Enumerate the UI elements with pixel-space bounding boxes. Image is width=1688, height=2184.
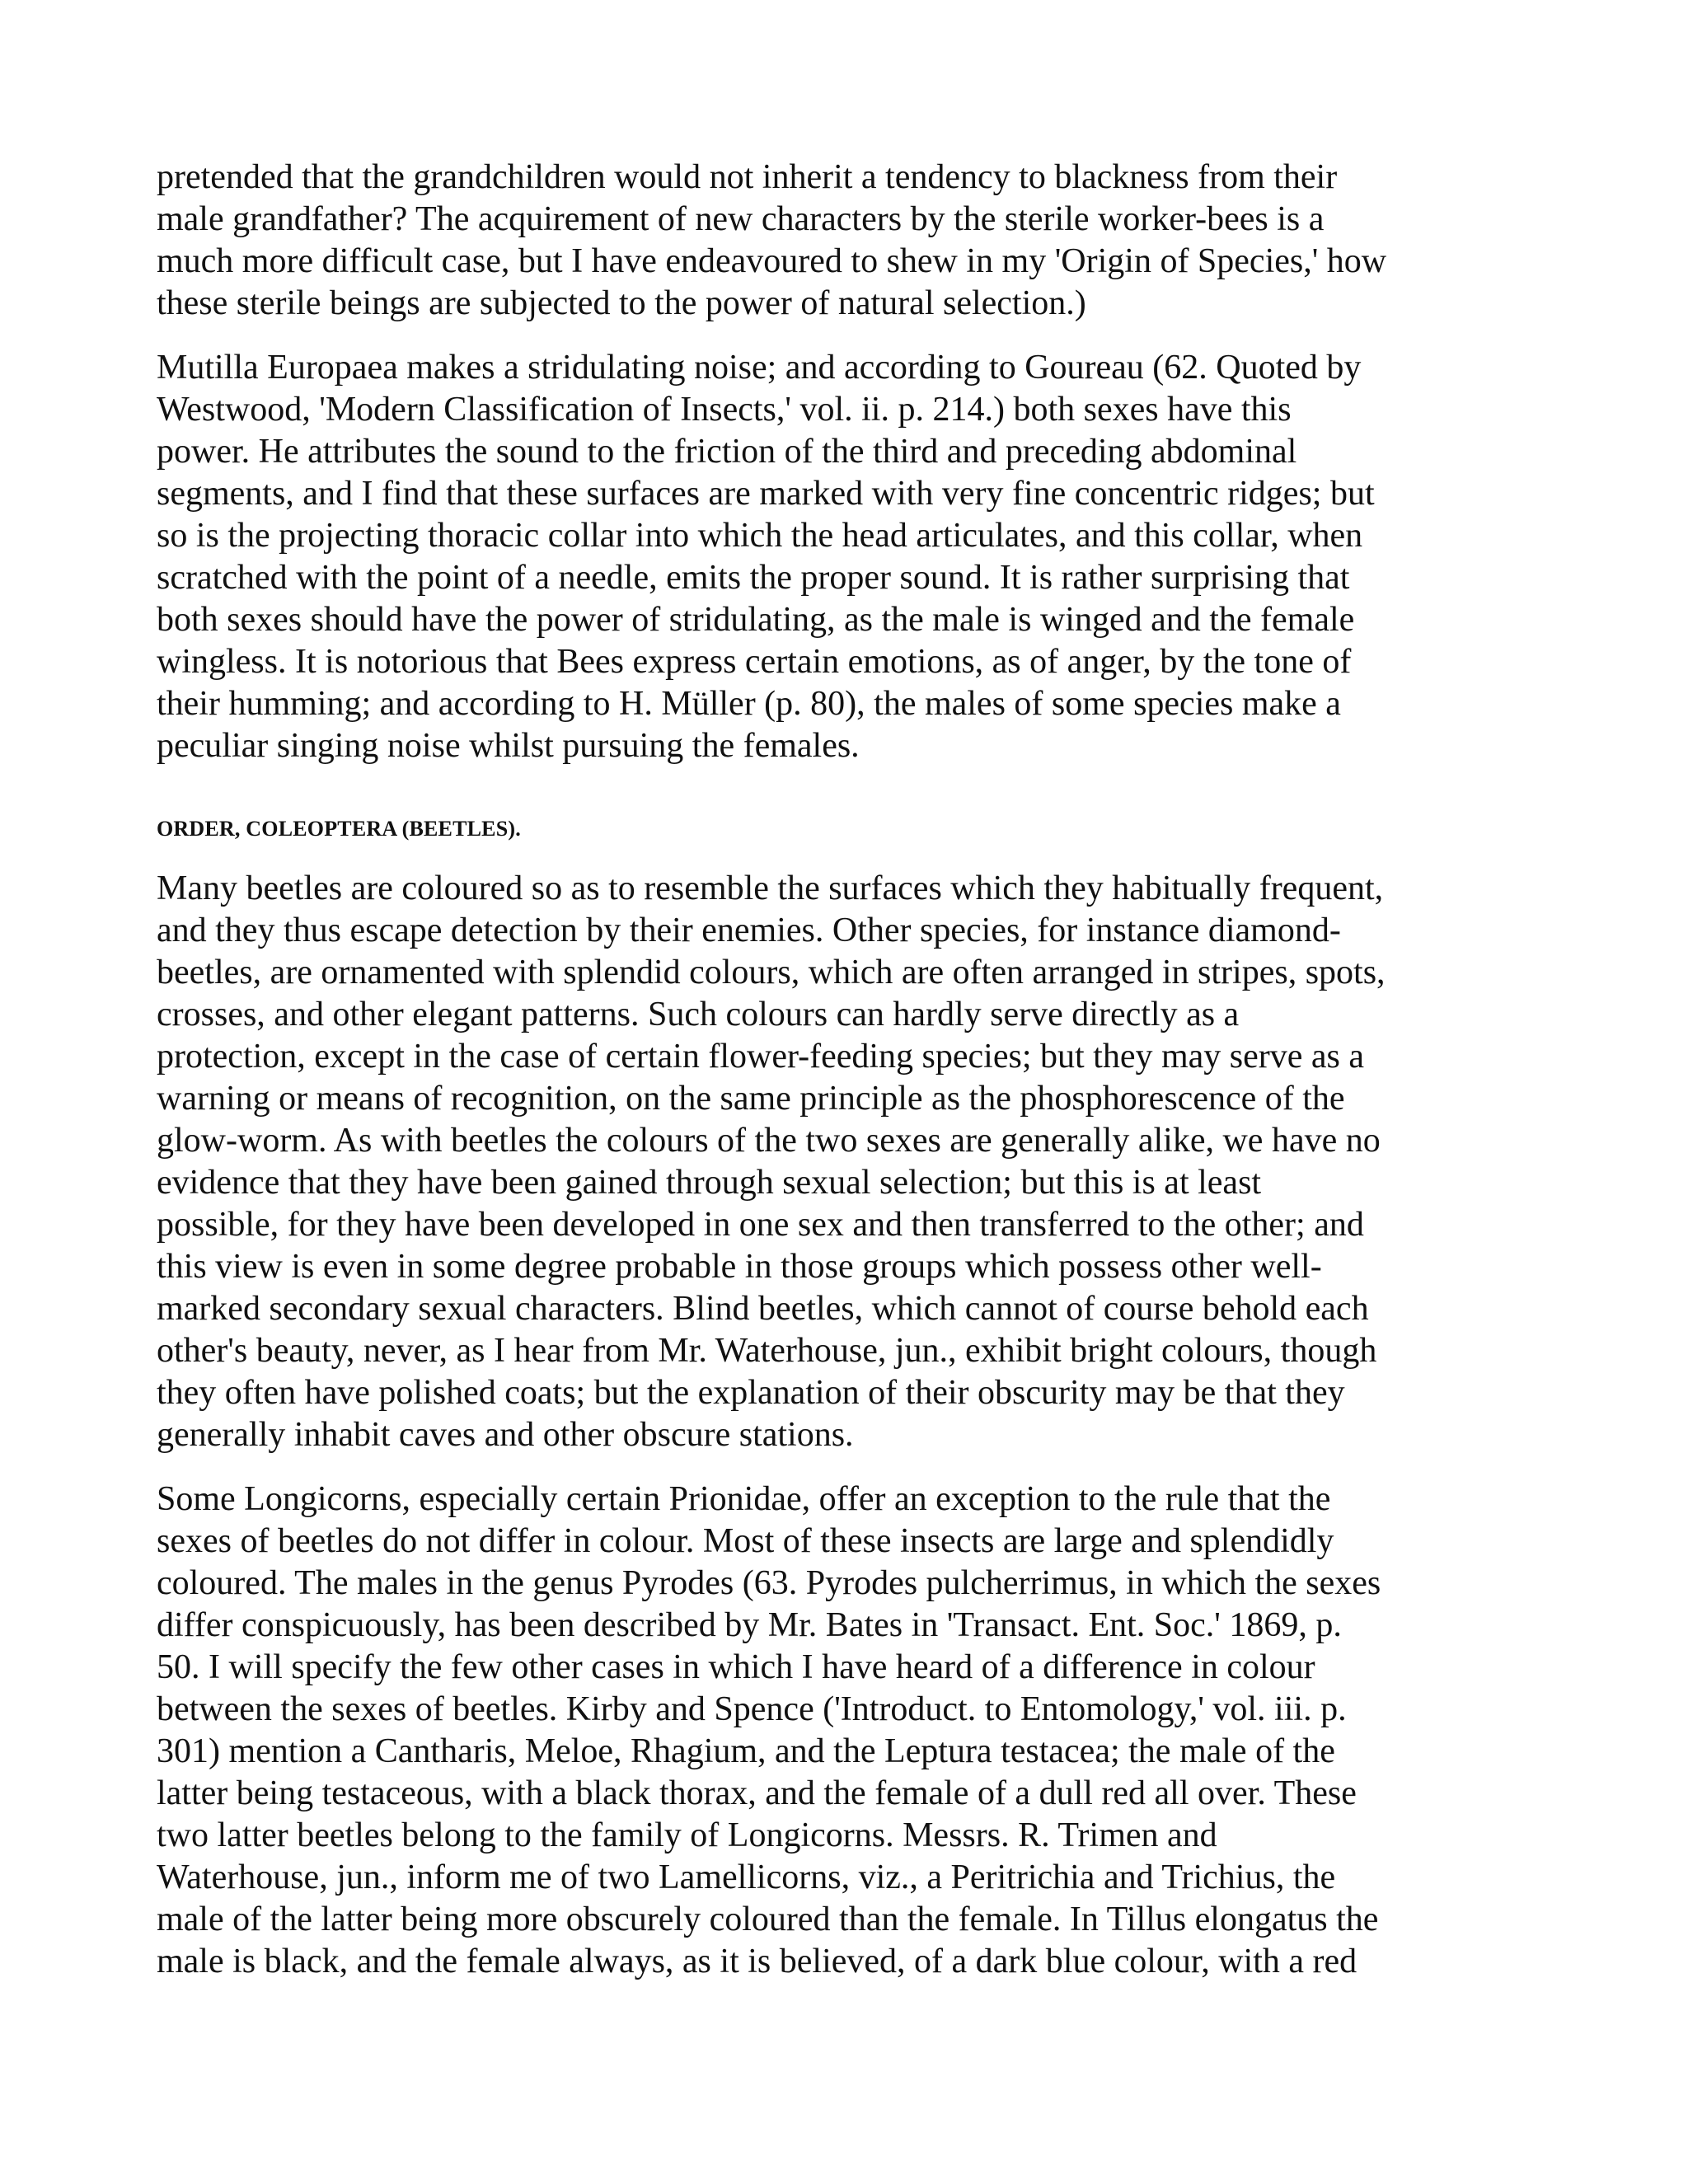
paragraph-sterile-workers: pretended that the grandchildren would not inherit a tendency to blackness from their male grandfather? The acquirement of new characters by the sterile worker-bees is a much more difficult case, but I have endeavoured to shew in my 'Origin of Species,' how these sterile beings are subjected to the power of natural selection.)	[157, 158, 1387, 322]
section-heading-coleoptera: ORDER, COLEOPTERA (BEETLES).	[157, 817, 521, 841]
document-page	[157, 157, 1558, 2005]
paragraph-mutilla-stridulation: Mutilla Europaea makes a stridulating noise; and according to Goureau (62. Quoted by Westwood, 'Modern Classification of Insects,' vol. ii. p. 214.) both sexes have this power. He attributes the sound to the friction of the third and preceding abdominal segments, and I find that these surfaces are marked with very fine concentric ridges; but so is the projecting thoracic collar into which the head articulates, and this collar, when scratched with the point of a needle, emits the proper sound. It is rather surprising that both sexes should have the power of stridulating, as the male is winged and the female wingless. It is notorious that Bees express certain emotions, as of anger, by the tone of their humming; and according to H. Müller (p. 80), the males of some species make a peculiar singing noise whilst pursuing the females.	[157, 349, 1375, 765]
paragraph-longicorns: Some Longicorns, especially certain Prionidae, offer an exception to the rule that the sexes of beetles do not differ in colour. Most of these insects are large and splendidly coloured. The males in the genus Pyrodes (63. Pyrodes pulcherrimus, in which the sexes differ conspicuously, has been described by Mr. Bates in 'Transact. Ent. Soc.' 1869, p. 50. I will specify the few other cases in which I have heard of a difference in colour between the sexes of beetles. Kirby and Spence ('Introduct. to Entomology,' vol. iii. p. 301) mention a Cantharis, Meloe, Rhagium, and the Leptura testacea; the male of the latter being testaceous, with a black thorax, and the female of a dull red all over. These two latter beetles belong to the family of Longicorns. Messrs. R. Trimen and Waterhouse, jun., inform me of two Lamellicorns, viz., a Peritrichia and Trichius, the male of the latter being more obscurely coloured than the female. In Tillus elongatus the male is black, and the female always, as it is believed, of a dark blue colour, with a red	[157, 1480, 1381, 1980]
paragraph-beetle-colours: Many beetles are coloured so as to resemble the surfaces which they habitually frequent, and they thus escape detection by their enemies. Other species, for instance diamond- beetles, are ornamented with splendid colours, which are often arranged in stripes, spots, crosses, and other elegant patterns. Such colours can hardly serve directly as a protection, except in the case of certain flower-feeding species; but they may serve as a warning or means of recognition, on the same principle as the phosphorescence of the glow-worm. As with beetles the colours of the two sexes are generally alike, we have no evidence that they have been gained through sexual selection; but this is at least possible, for they have been developed in one sex and then transferred to the other; and this view is even in some degree probable in those groups which possess other well- marked secondary sexual characters. Blind beetles, which cannot of course behold each other's beauty, never, as I hear from Mr. Waterhouse, jun., exhibit bright colours, though they often have polished coats; but the explanation of their obscurity may be that they generally inhabit caves and other obscure stations.	[157, 869, 1386, 1454]
